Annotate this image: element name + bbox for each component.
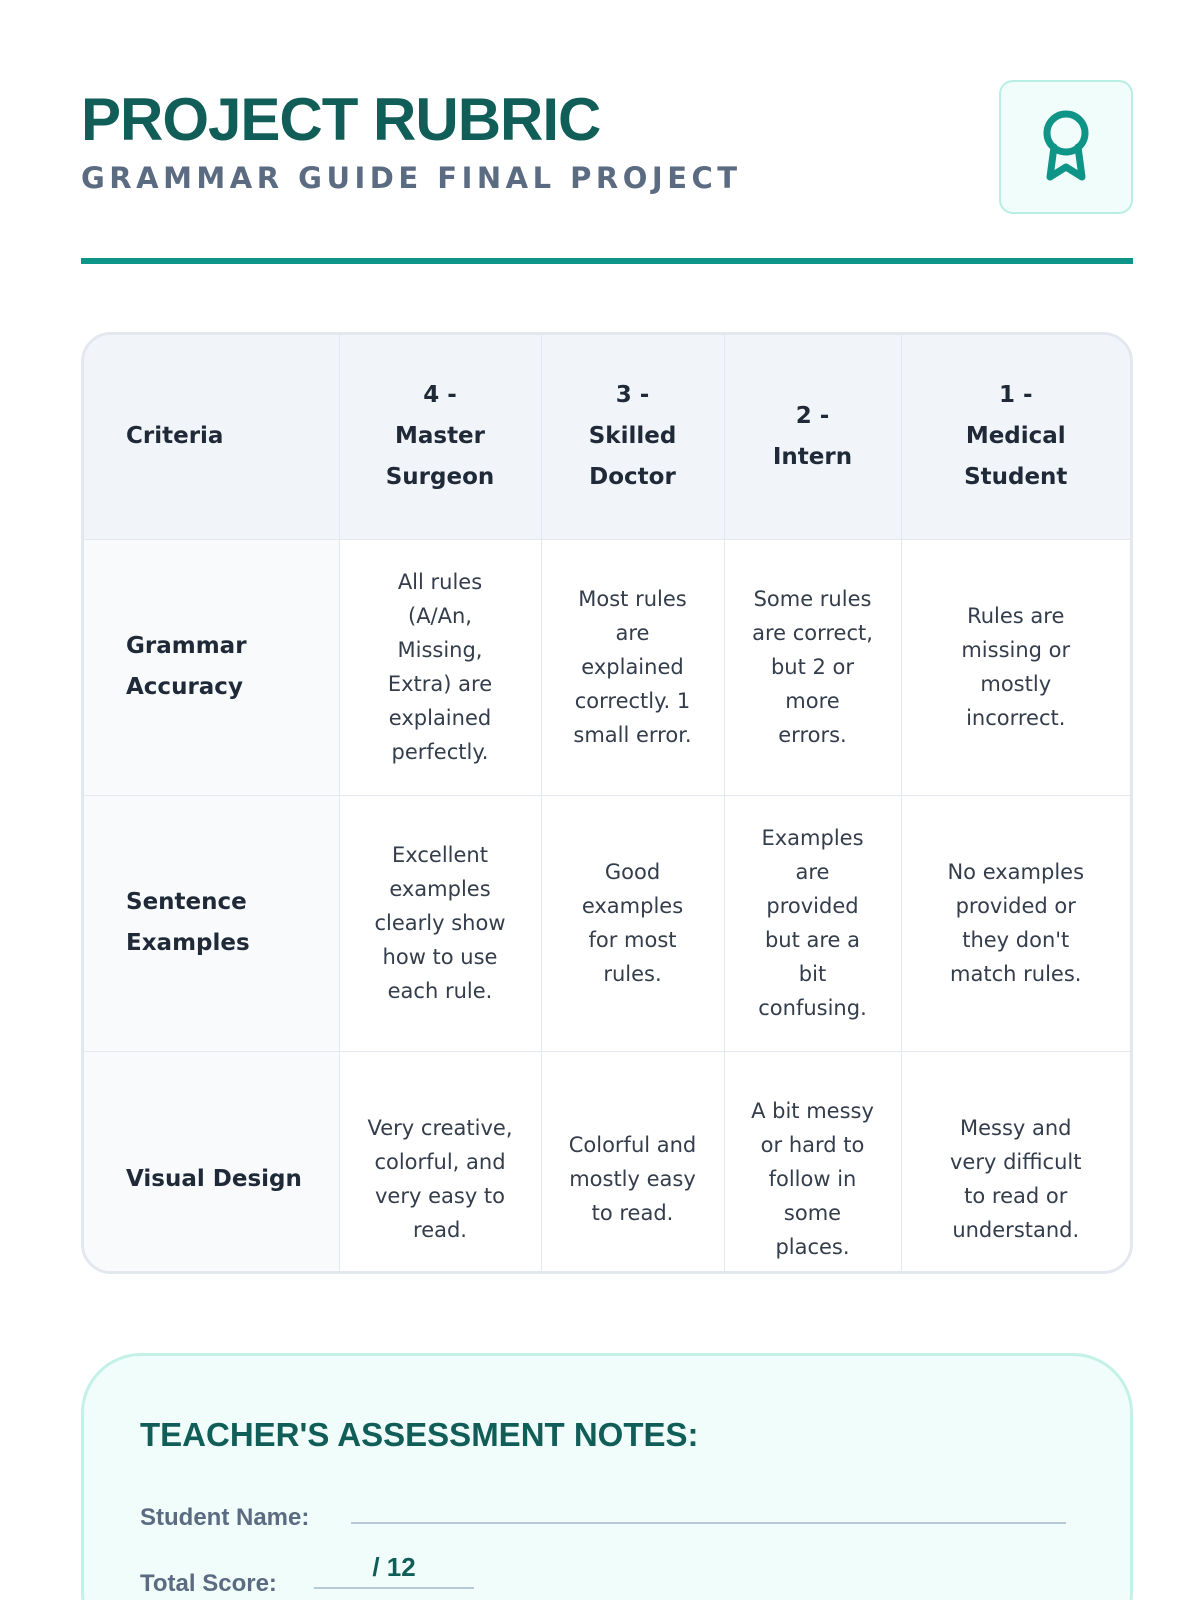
rubric-cell-level-1 [901, 795, 1130, 1051]
rubric-table [81, 332, 1133, 1274]
rubric-cell-level-2 [724, 539, 901, 795]
cell-line: Extra) are [387, 672, 493, 696]
cell-line: or hard to [760, 1133, 865, 1158]
page-header [81, 80, 1133, 220]
criterion-line: Visual Design [126, 1165, 302, 1192]
cell-line: follow in [768, 1167, 857, 1192]
column-header-line: Criteria [126, 423, 224, 450]
cell-line: A bit messy [751, 1099, 874, 1124]
cell-line: very easy to [375, 1184, 505, 1209]
cell-line: explained [581, 655, 684, 679]
cell-line: but 2 or [770, 655, 855, 679]
rubric-cell-level-4 [339, 1051, 541, 1274]
cell-line: to read. [591, 1201, 674, 1226]
column-header-level-4 [339, 335, 541, 539]
column-header-line: Intern [772, 443, 853, 470]
cell-line: small error. [573, 723, 692, 747]
cell-line: Colorful and [568, 1133, 697, 1158]
cell-line: correctly. 1 [574, 689, 691, 713]
rubric-row-grammar-accuracy [84, 539, 1130, 795]
column-header-level-1 [901, 335, 1130, 539]
column-header-line: 2 - [795, 402, 830, 429]
cell-line: All rules [397, 570, 483, 594]
page-subtitle: GRAMMAR GUIDE FINAL PROJECT [81, 161, 742, 195]
cell-line: clearly show [374, 911, 506, 935]
rubric-row-visual-design [84, 1051, 1130, 1274]
cell-line: for most [588, 928, 677, 952]
criterion-label [84, 1051, 339, 1274]
cell-line: more [785, 689, 840, 713]
cell-line: to read or [964, 1184, 1068, 1209]
cell-line: but are a [764, 928, 861, 952]
column-header-line: Surgeon [385, 464, 495, 491]
column-header-line: Master [394, 423, 486, 450]
student-name-field[interactable] [351, 1522, 1066, 1524]
cell-line: colorful, and [374, 1150, 506, 1175]
cell-line: examples [389, 877, 491, 901]
cell-line: Some rules [753, 587, 872, 611]
cell-line: Messy and [959, 1116, 1072, 1141]
rubric-cell-level-1 [901, 1051, 1130, 1274]
cell-line: match rules. [950, 962, 1082, 986]
criterion-line: Grammar [126, 633, 247, 659]
criterion-line: Examples [126, 930, 250, 956]
rubric-cell-level-4 [339, 539, 541, 795]
cell-line: No examples [947, 860, 1085, 884]
column-header-line: 1 - [998, 382, 1033, 409]
cell-line: understand. [952, 1218, 1080, 1243]
cell-line: Very creative, [367, 1116, 513, 1141]
award-ribbon-icon [1039, 107, 1093, 187]
cell-line: are [795, 860, 830, 884]
column-header-line: 4 - [423, 382, 457, 409]
cell-line: Missing, [397, 638, 483, 662]
rubric-cell-level-2 [724, 1051, 901, 1274]
column-header-line: Doctor [589, 464, 676, 491]
cell-line: read. [413, 1218, 467, 1243]
page-title: PROJECT RUBRIC [81, 86, 601, 153]
cell-line: explained [388, 706, 492, 730]
total-score-value: / 12 [372, 1552, 416, 1582]
cell-line: places. [775, 1235, 850, 1260]
cell-line: mostly [980, 672, 1052, 696]
cell-line: missing or [961, 638, 1071, 662]
cell-line: perfectly. [391, 740, 489, 764]
column-header-criteria [84, 335, 339, 539]
cell-line: are correct, [752, 621, 873, 645]
rubric-cell-level-3 [541, 539, 724, 795]
rubric-cell-level-1 [901, 539, 1130, 795]
assessment-notes-panel [81, 1353, 1133, 1600]
rubric-cell-level-4 [339, 795, 541, 1051]
cell-line: examples [581, 894, 684, 918]
cell-line: Examples [761, 826, 864, 850]
cell-line: confusing. [758, 996, 867, 1020]
award-badge [999, 80, 1133, 214]
cell-line: Excellent [392, 843, 488, 867]
cell-line: Rules are [967, 604, 1065, 628]
rubric-row-sentence-examples [84, 795, 1130, 1051]
cell-line: are [615, 621, 650, 645]
rubric-cell-level-2 [724, 795, 901, 1051]
column-header-line: Medical [965, 423, 1066, 450]
column-header-line: 3 - [615, 382, 650, 409]
total-score-label: Total Score: [140, 1570, 277, 1597]
column-header-level-2 [724, 335, 901, 539]
rubric-header-row [84, 335, 1130, 539]
cell-line: each rule. [387, 979, 493, 1003]
criterion-line: Sentence [126, 889, 247, 915]
criterion-label [84, 795, 339, 1051]
notes-title: TEACHER'S ASSESSMENT NOTES: [140, 1416, 699, 1453]
cell-line: Most rules [578, 587, 687, 611]
criterion-line: Accuracy [126, 674, 243, 700]
criterion-label [84, 539, 339, 795]
cell-line: some [783, 1201, 842, 1226]
cell-line: very difficult [950, 1150, 1082, 1175]
rubric-cell-level-3 [541, 795, 724, 1051]
cell-line: provided or [955, 894, 1076, 918]
column-header-line: Skilled [588, 423, 677, 450]
student-name-label: Student Name: [140, 1504, 310, 1531]
header-divider [81, 258, 1133, 264]
cell-line: mostly easy [569, 1167, 696, 1192]
cell-line: incorrect. [966, 706, 1066, 730]
cell-line: provided [766, 894, 859, 918]
cell-line: rules. [603, 962, 662, 986]
cell-line: (A/An, [408, 604, 472, 628]
cell-line: they don't [962, 928, 1070, 952]
total-score-field[interactable] [314, 1554, 474, 1589]
cell-line: errors. [778, 723, 847, 747]
cell-line: Good [604, 860, 661, 884]
cell-line: bit [798, 962, 827, 986]
rubric-cell-level-3 [541, 1051, 724, 1274]
column-header-level-3 [541, 335, 724, 539]
column-header-line: Student [964, 464, 1068, 491]
cell-line: how to use [382, 945, 498, 969]
